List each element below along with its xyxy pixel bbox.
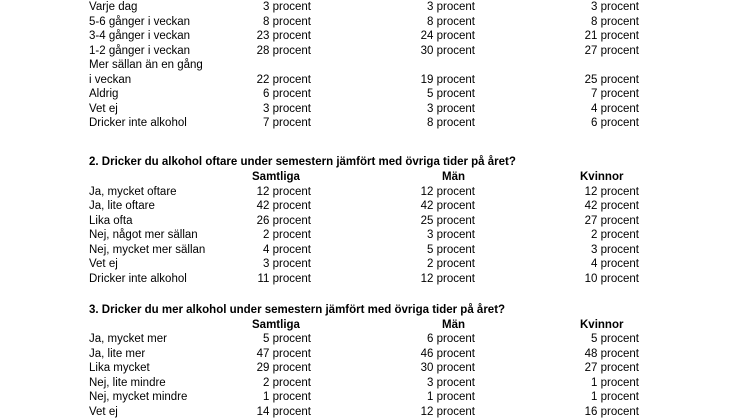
table-row	[0, 361, 746, 375]
value-samtliga: 14 procent	[256, 405, 311, 418]
header-man: Män	[442, 318, 465, 331]
table-row	[0, 102, 746, 116]
value-man: 12 procent	[420, 405, 475, 418]
table-row	[0, 405, 746, 419]
value-man: 25 procent	[420, 214, 475, 227]
value-man: 19 procent	[420, 73, 475, 86]
value-man: 42 procent	[420, 200, 475, 212]
value-kvinnor: 1 procent	[591, 376, 639, 389]
row-label: Vet ej	[89, 258, 118, 270]
value-man: 12 procent	[420, 272, 475, 285]
row-label: Dricker inte alkohol	[89, 272, 187, 285]
question-heading	[0, 303, 746, 317]
table-row	[0, 29, 746, 43]
value-samtliga: 3 procent	[263, 102, 311, 115]
row-label: Nej, mycket mer sällan	[89, 243, 206, 256]
value-samtliga: 12 procent	[256, 185, 311, 198]
value-kvinnor: 21 procent	[584, 30, 639, 42]
value-man: 8 procent	[427, 117, 475, 129]
table-row	[0, 332, 746, 346]
value-samtliga: 3 procent	[263, 258, 311, 270]
value-kvinnor: 12 procent	[584, 185, 639, 198]
row-label: Ja, mycket oftare	[89, 185, 177, 198]
row-label: Vet ej	[89, 102, 118, 115]
value-samtliga: 1 procent	[263, 391, 311, 403]
row-label: Nej, mycket mindre	[89, 391, 188, 403]
value-man: 30 procent	[420, 362, 475, 374]
value-samtliga: 3 procent	[263, 1, 311, 13]
value-samtliga: 11 procent	[257, 272, 311, 285]
row-label: Aldrig	[89, 88, 119, 100]
value-kvinnor: 27 procent	[584, 362, 639, 374]
value-samtliga: 4 procent	[263, 243, 311, 256]
value-samtliga: 29 procent	[256, 362, 311, 374]
row-label: Vet ej	[89, 405, 118, 418]
row-label: Varje dag	[89, 1, 138, 13]
value-kvinnor: 3 procent	[591, 243, 639, 256]
row-label: Dricker inte alkohol	[89, 117, 187, 129]
table-row	[0, 15, 746, 29]
value-man: 1 procent	[427, 391, 475, 403]
table-row	[0, 243, 746, 257]
value-kvinnor: 25 procent	[584, 73, 639, 86]
table-row	[0, 0, 746, 14]
value-man: 6 procent	[427, 333, 475, 345]
row-label: Nej, något mer sällan	[89, 229, 198, 241]
value-man: 5 procent	[427, 243, 475, 256]
value-samtliga: 23 procent	[256, 30, 311, 42]
value-kvinnor: 27 procent	[584, 44, 639, 57]
value-kvinnor: 4 procent	[591, 258, 639, 270]
question-text: 2. Dricker du alkohol oftare under semestern jämfört med övriga tider på året?	[89, 156, 516, 168]
value-man: 3 procent	[427, 376, 475, 389]
column-headers	[0, 170, 746, 184]
table-row	[0, 390, 746, 404]
row-label: Lika ofta	[89, 214, 133, 227]
table-row	[0, 87, 746, 101]
value-kvinnor: 10 procent	[584, 272, 639, 285]
table-row	[0, 116, 746, 130]
value-man: 3 procent	[427, 229, 475, 241]
row-label: 1-2 gånger i veckan	[89, 44, 191, 57]
value-kvinnor: 48 procent	[584, 347, 639, 360]
table-row	[0, 257, 746, 271]
row-label: Mer sällan än en gång	[89, 59, 203, 71]
value-samtliga: 2 procent	[263, 229, 311, 241]
table-row	[0, 376, 746, 390]
value-samtliga: 2 procent	[263, 376, 311, 389]
value-man: 8 procent	[427, 15, 475, 28]
table-row	[0, 214, 746, 228]
value-kvinnor: 2 procent	[591, 229, 639, 241]
table-row-label-wrap	[0, 58, 746, 72]
value-kvinnor: 27 procent	[584, 214, 639, 227]
value-kvinnor: 16 procent	[584, 405, 639, 418]
value-kvinnor: 8 procent	[591, 15, 639, 28]
column-headers	[0, 318, 746, 332]
value-man: 2 procent	[427, 258, 475, 270]
value-man: 3 procent	[427, 1, 475, 13]
table-row	[0, 272, 746, 286]
row-label: Nej, lite mindre	[89, 376, 166, 389]
value-kvinnor: 1 procent	[591, 391, 639, 403]
row-label: Ja, lite mer	[89, 347, 146, 360]
table-row	[0, 73, 746, 87]
value-kvinnor: 5 procent	[591, 333, 639, 345]
value-samtliga: 8 procent	[263, 15, 311, 28]
table-row	[0, 44, 746, 58]
value-samtliga: 26 procent	[256, 214, 311, 227]
row-label: 3-4 gånger i veckan	[89, 30, 191, 42]
row-label: Lika mycket	[89, 362, 150, 374]
table-row	[0, 199, 746, 213]
value-kvinnor: 42 procent	[584, 200, 639, 212]
value-samtliga: 47 procent	[256, 347, 311, 360]
value-samtliga: 7 procent	[263, 117, 311, 129]
header-samtliga: Samtliga	[252, 318, 300, 331]
question-text: 3. Dricker du mer alkohol under semestern jämfört med övriga tider på året?	[89, 304, 506, 316]
value-man: 12 procent	[420, 185, 475, 198]
value-man: 3 procent	[427, 102, 475, 115]
value-samtliga: 22 procent	[256, 73, 311, 86]
value-kvinnor: 3 procent	[591, 1, 639, 13]
header-kvinnor: Kvinnor	[580, 318, 624, 331]
header-kvinnor: Kvinnor	[580, 171, 624, 183]
table-row	[0, 228, 746, 242]
value-kvinnor: 7 procent	[591, 88, 639, 100]
value-man: 24 procent	[420, 30, 475, 42]
value-kvinnor: 6 procent	[591, 117, 639, 129]
value-samtliga: 42 procent	[256, 200, 311, 212]
value-man: 46 procent	[420, 347, 475, 360]
value-samtliga: 6 procent	[263, 88, 311, 100]
header-samtliga: Samtliga	[252, 171, 300, 183]
row-label: Ja, mycket mer	[89, 333, 167, 345]
value-man: 5 procent	[427, 88, 475, 100]
row-label: 5-6 gånger i veckan	[89, 15, 191, 28]
question-heading	[0, 155, 746, 169]
table-row	[0, 347, 746, 361]
header-man: Män	[442, 171, 465, 183]
row-label: Ja, lite oftare	[89, 200, 155, 212]
value-man: 30 procent	[420, 44, 475, 57]
value-kvinnor: 4 procent	[591, 102, 639, 115]
table-row	[0, 185, 746, 199]
row-label: i veckan	[89, 73, 132, 86]
value-samtliga: 5 procent	[263, 333, 311, 345]
value-samtliga: 28 procent	[256, 44, 311, 57]
